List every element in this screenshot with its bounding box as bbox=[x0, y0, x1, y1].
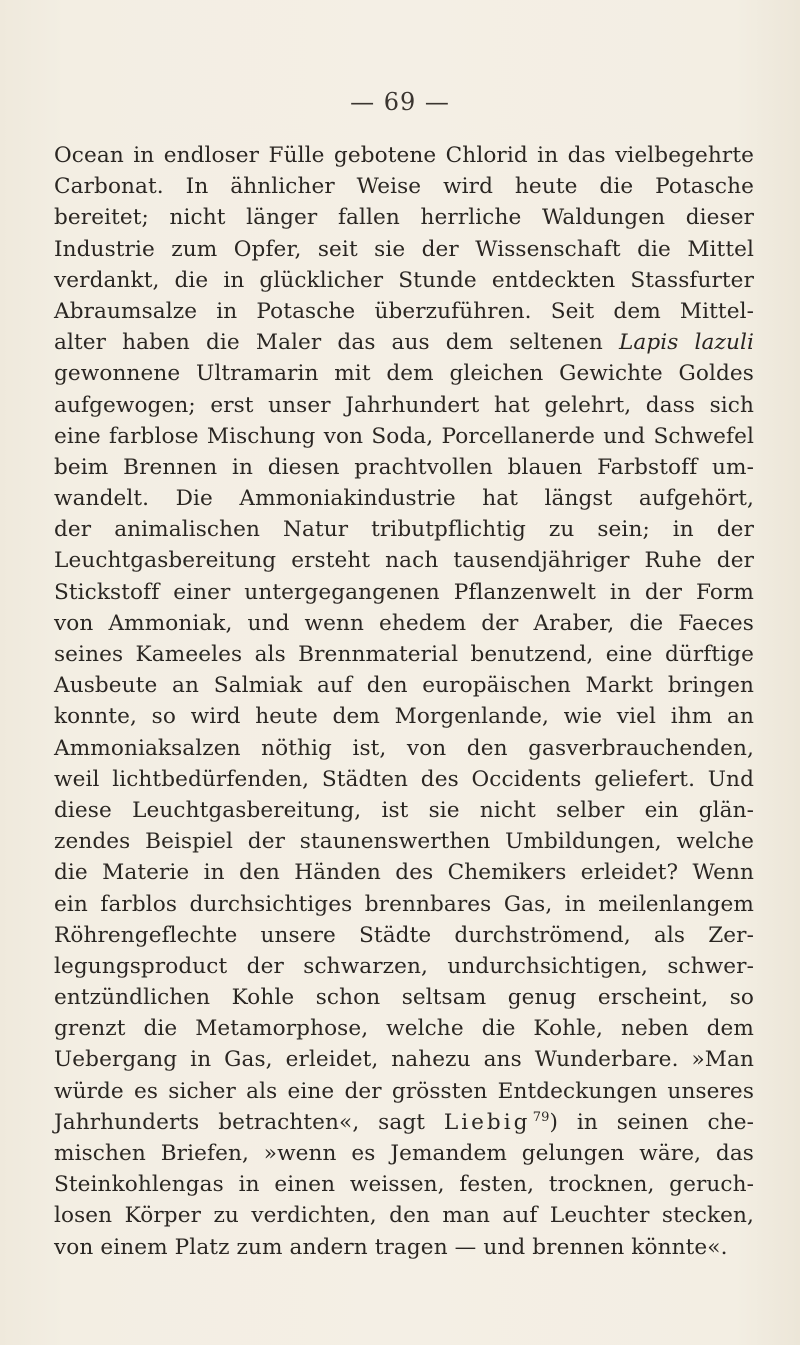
text-line: verdankt, die in glücklicher Stunde entdeckten Stassfurter bbox=[54, 267, 754, 293]
text-line bbox=[54, 1107, 754, 1138]
text-line: Ammoniaksalzen nöthig ist, von den gasverbrauchenden, bbox=[54, 735, 754, 761]
text-fragment: ) in seinen che- bbox=[549, 1109, 754, 1135]
text-line: würde es sicher als eine der grössten Entdeckungen unseres bbox=[54, 1078, 754, 1104]
text-line: legungsproduct der schwarzen, undurchsichtigen, schwer- bbox=[54, 953, 754, 979]
text-line: konnte, so wird heute dem Morgenlande, wie viel ihm an bbox=[54, 704, 754, 730]
text-line bbox=[54, 327, 754, 358]
text-line: Abraumsalze in Potasche überzuführen. Seit dem Mittel- bbox=[54, 298, 754, 324]
text-line: gewonnene Ultramarin mit dem gleichen Gewichte Goldes bbox=[54, 361, 754, 387]
text-line: beim Brennen in diesen prachtvollen blauen Farbstoff um- bbox=[54, 454, 754, 480]
text-line: Ocean in endloser Fülle gebotene Chlorid in das vielbegehrte bbox=[54, 143, 754, 168]
footnote-reference: 79 bbox=[532, 1109, 550, 1125]
text-line: seines Kameeles als Brennmaterial benutzend, eine dürftige bbox=[54, 642, 754, 667]
text-line: eine farblose Mischung von Soda, Porcellanerde und Schwefel bbox=[54, 423, 754, 449]
text-line: Carbonat. In ähnlicher Weise wird heute die Potasche bbox=[54, 174, 754, 200]
text-line: Steinkohlengas in einen weissen, festen, trocknen, geruch- bbox=[54, 1172, 754, 1198]
text-line: Uebergang in Gas, erleidet, nahezu ans Wunderbare. »Man bbox=[54, 1047, 754, 1073]
text-line: Industrie zum Opfer, seit sie der Wissenschaft die Mittel bbox=[54, 236, 754, 262]
text-line: entzündlichen Kohle schon seltsam genug erscheint, so bbox=[54, 985, 754, 1011]
text-fragment: Jahrhunderts betrachten«, sagt bbox=[54, 1109, 426, 1135]
text-line: der animalischen Natur tributpflichtig zu sein; in der bbox=[54, 517, 754, 543]
body-text bbox=[54, 140, 754, 1263]
text-line: losen Körper zu verdichten, den man auf Leuchter stecken, bbox=[54, 1203, 754, 1229]
text-line: ein farblos durchsichtiges brennbares Gas, in meilenlangem bbox=[54, 891, 754, 917]
text-line: Ausbeute an Salmiak auf den europäischen Markt bringen bbox=[54, 673, 754, 699]
text-line: Leuchtgasbereitung ersteht nach tausendjähriger Ruhe der bbox=[54, 548, 754, 574]
text-line: zendes Beispiel der staunenswerthen Umbildungen, welche bbox=[54, 829, 754, 855]
text-line: wandelt. Die Ammoniakindustrie hat längst aufgehört, bbox=[54, 486, 754, 512]
italic-term: Lapis lazuli bbox=[618, 330, 755, 356]
text-line: bereitet; nicht länger fallen herrliche Waldungen dieser bbox=[54, 205, 754, 231]
text-line: aufgewogen; erst unser Jahrhundert hat gelehrt, dass sich bbox=[54, 392, 754, 418]
text-line: diese Leuchtgasbereitung, ist sie nicht selber ein glän- bbox=[54, 797, 754, 823]
text-line: weil lichtbedürfenden, Städten des Occidents geliefert. Und bbox=[54, 766, 754, 792]
text-line: Stickstoff einer untergegangenen Pflanzenwelt in der Form bbox=[54, 579, 754, 605]
text-line: von Ammoniak, und wenn ehedem der Araber, die Faeces bbox=[54, 610, 754, 636]
author-name: Liebig bbox=[443, 1109, 531, 1135]
text-line: grenzt die Metamorphose, welche die Kohle, neben dem bbox=[54, 1016, 754, 1042]
text-line: Röhrengeflechte unsere Städte durchströmend, als Zer- bbox=[54, 922, 754, 948]
text-line: mischen Briefen, »wenn es Jemandem gelungen wäre, das bbox=[54, 1141, 754, 1166]
text-line: von einem Platz zum andern tragen — und brennen könnte«. bbox=[54, 1234, 728, 1260]
text-fragment: alter haben die Maler das aus dem seltenen bbox=[54, 330, 603, 356]
page-number: — 69 — bbox=[350, 88, 450, 116]
text-line: die Materie in den Händen des Chemikers erleidet? Wenn bbox=[54, 860, 754, 886]
